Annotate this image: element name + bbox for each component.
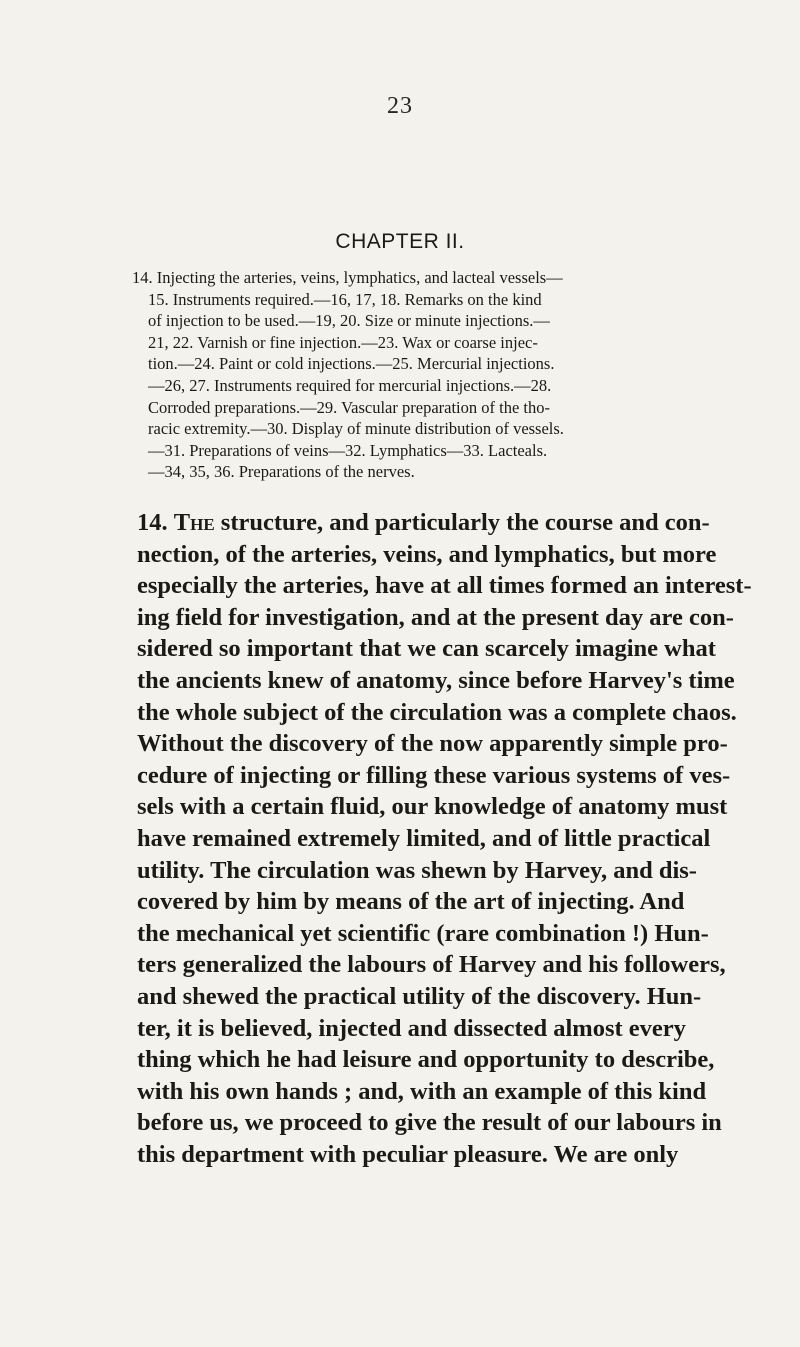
paragraph-line: ing field for investigation, and at the present day are con- xyxy=(137,603,734,631)
paragraph-line: cedure of injecting or filling these various systems of ves- xyxy=(137,761,731,789)
paragraph-line: utility. The circulation was shewn by Harvey, and dis- xyxy=(137,856,697,884)
synopsis-line: 15. Instruments required.—16, 17, 18. Remarks on the kind xyxy=(148,289,542,309)
paragraph-line: before us, we proceed to give the result of our labours in xyxy=(137,1109,722,1137)
synopsis-line: 21, 22. Varnish or fine injection.—23. Wax or coarse injec- xyxy=(148,332,538,352)
paragraph-first-line xyxy=(137,507,777,539)
paragraph-line: nection, of the arteries, veins, and lymphatics, but more xyxy=(137,540,717,568)
paragraph-line: thing which he had leisure and opportunity to describe, xyxy=(137,1046,715,1074)
synopsis-line: of injection to be used.—19, 20. Size or minute injections.— xyxy=(148,311,550,331)
paragraph-line: sels with a certain fluid, our knowledge of anatomy must xyxy=(137,793,728,821)
paragraph-line: the ancients knew of anatomy, since before Harvey's time xyxy=(137,666,735,694)
page-number: 23 xyxy=(387,93,413,119)
synopsis-line: racic extremity.—30. Display of minute distribution of vessels. xyxy=(148,419,564,439)
paragraph-line: the whole subject of the circulation was a complete chaos. xyxy=(137,698,737,726)
synopsis-line: Corroded preparations.—29. Vascular preparation of the tho- xyxy=(148,397,550,417)
paragraph-line: with his own hands ; and, with an example of this kind xyxy=(137,1077,707,1105)
paragraph-line: this department with peculiar pleasure. We are only xyxy=(137,1140,679,1168)
paragraph-line: sidered so important that we can scarcely imagine what xyxy=(137,635,716,663)
chapter-heading: CHAPTER II. xyxy=(335,230,465,253)
synopsis-line: tion.—24. Paint or cold injections.—25. Mercurial injections. xyxy=(148,354,555,374)
paragraph-line: Without the discovery of the now apparently simple pro- xyxy=(137,730,728,758)
synopsis-line: 14. Injecting the arteries, veins, lymphatics, and lacteal vessels— xyxy=(132,268,563,287)
paragraph-line: and shewed the practical utility of the discovery. Hun- xyxy=(137,982,702,1010)
paragraph-line: covered by him by means of the art of injecting. And xyxy=(137,888,685,916)
body-paragraph xyxy=(137,507,777,1170)
section-number: 14. xyxy=(137,509,168,536)
first-line-text: structure, and particularly the course and con- xyxy=(220,509,710,536)
synopsis-line: —31. Preparations of veins—32. Lymphatics—33. Lacteals. xyxy=(148,440,548,460)
lead-word: The xyxy=(173,509,215,536)
chapter-synopsis xyxy=(132,267,768,483)
paragraph-line: have remained extremely limited, and of little practical xyxy=(137,824,711,852)
paragraph-line: ter, it is believed, injected and dissected almost every xyxy=(137,1014,686,1042)
paragraph-line: especially the arteries, have at all times formed an interest- xyxy=(137,572,752,600)
synopsis-line: —34, 35, 36. Preparations of the nerves. xyxy=(148,462,415,482)
paragraph-line: ters generalized the labours of Harvey and his followers, xyxy=(137,951,726,979)
synopsis-line: —26, 27. Instruments required for mercurial injections.—28. xyxy=(148,375,552,395)
paragraph-line: the mechanical yet scientific (rare combination !) Hun- xyxy=(137,919,709,947)
